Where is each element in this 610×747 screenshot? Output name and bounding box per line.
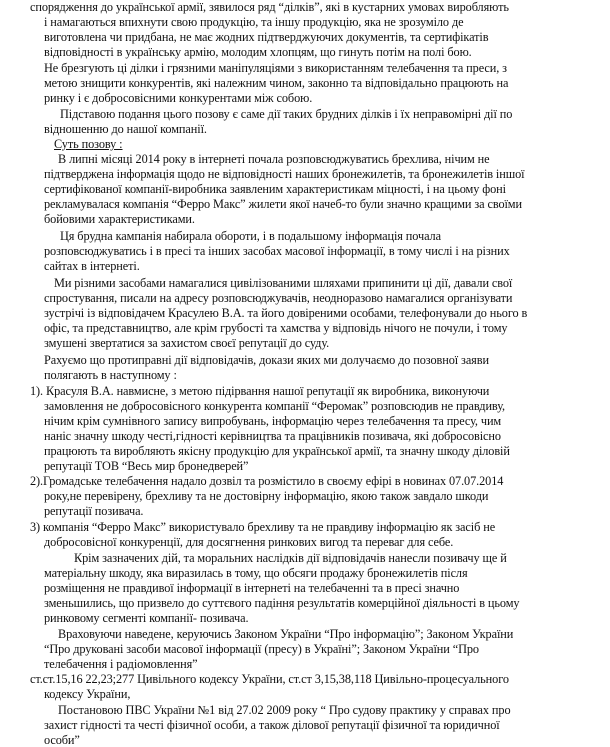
text-line: Підставою подання цього позову є саме дії таких брудних ділків і їх неправомірні дії по xyxy=(60,107,513,121)
text-line: сертифікованої компанії-виробника заявленим характеристикам міцності, і на цьому фоні xyxy=(44,182,506,196)
text-line: 3) компанія “Ферро Макс” використувало брехливу та не правдиву інформацію як засіб не xyxy=(30,520,496,534)
text-line: відношенню до нашої компанії. xyxy=(44,122,207,136)
text-line: полягають в наступному : xyxy=(44,368,177,382)
text-line: кодексу України, xyxy=(44,687,131,701)
text-line: 2).Громадське телебачення надало дозвіл та розмістило в своєму ефірі в новинах 07.07.2014 xyxy=(30,474,504,488)
text-line: нічим крім сумнівного запису випробувань, інформацію через телебачення та пресу, чим xyxy=(44,414,502,428)
text-line: зменьшились, що призвело до суттєвого падіння результатів комерційної діяльності в цьому xyxy=(44,596,520,610)
text-line: матеріальну шкоду, яка виразилась в тому, що обсяги продажу бронежилетів після xyxy=(44,566,468,580)
text-line: наніс значну шкоду честі,гідності керівництва та працівників позивача, які добросовісно xyxy=(44,429,501,443)
text-line: 1). Красуля В.А. навмисне, з метою підірвання нашої репутації як виробника, виконуючи xyxy=(30,384,490,398)
text-line: спростування, писали на адресу розповсюджувачів, неодноразово намагалися організувати xyxy=(44,291,513,305)
text-line: підтверджена інформація щодо не відповідності наших бронежилетів, та бронежилетів іншої xyxy=(44,167,525,181)
text-line: замовлення не добросовісного конкурента компанії “Феромак” розповсюдив не правдиву, xyxy=(44,399,505,413)
text-line: Враховуючи наведене, керуючись Законом України “Про інформацію”; Законом України xyxy=(58,627,514,641)
text-line: року,не перевірену, брехливу та не достовірну інформацію, якою також завдало шкоди xyxy=(44,489,489,503)
text-line: Постановою ПВС України №1 від 27.02 2009 року “ Про судову практику у справах про xyxy=(58,703,511,717)
text-line: “Про друковані засоби масової інформації (пресу) в Україні”; Законом України “Про xyxy=(44,642,479,656)
text-line: виготовлена чи придбана, не має жодних підтверджуючих документів, та сертифікатів xyxy=(44,30,489,44)
text-line: Ми різними засобами намагалися цивілізованими шляхами припинити ці дії, давали свої xyxy=(54,276,513,290)
text-line: спорядження до української армії, зявилося ряд “ділків”, які в кустарних умовах виробляють xyxy=(30,0,509,14)
text-line: ринковому сегменті компанії- позивача. xyxy=(44,611,249,625)
text-line: метою знищити конкурентів, які належним чином, законно та відповідально працюють на xyxy=(44,76,509,90)
text-line: репутації позивача. xyxy=(44,504,144,518)
text-line: В липні місяці 2014 року в інтернеті почала розповсюджуватись брехлива, нічим не xyxy=(58,152,490,166)
text-line: особи” xyxy=(44,733,80,747)
text-line: ринку і є добросовісними конкурентами між собою. xyxy=(44,91,313,105)
text-line: розміщення не правдивої інформації в інтернеті на телебаченні та в пресі значно xyxy=(44,581,460,595)
text-line: змушені звертатися за захистом своєї репутації до суду. xyxy=(44,336,330,350)
text-line: зустрічі із відповідачем Красулею В.А. та його довіреними особами, телефонували до нього в xyxy=(44,306,528,320)
text-line: захист гідності та честі фізичної особи, а також ділової репутації фізичної та юридичної xyxy=(44,718,500,732)
text-line: Ця брудна кампанія набирала обороти, і в подальшому інформація почала xyxy=(60,229,441,243)
text-line: телебачення і радіомовлення” xyxy=(44,657,198,671)
text-line: і намагаються впихнути свою продукцію, та іншу продукцію, яка не зрозуміло де xyxy=(44,15,464,29)
text-line: бойовими характеристиками. xyxy=(44,212,195,226)
text-line: розповсюджуватись і в пресі та інших засобах масової інформації, в тому числі і на різних xyxy=(44,244,510,258)
text-line: сайтах в інтернеті. xyxy=(44,259,140,273)
text-line: Суть позову : xyxy=(54,137,123,151)
text-line: Рахуємо що протиправні дії відповідачів, докази яких ми долучаємо до позовної заяви xyxy=(44,353,489,367)
text-line: Не брезгують ці ділки і грязними маніпуляціями з використанням телебачення та преси, з xyxy=(44,61,507,75)
text-line: працюють та виробляють якісну продукцію для української армії, та значну шкоду діловій xyxy=(44,444,510,458)
text-line: Крім зазначених дій, та моральних наслідків дії відповідачів нанесли позивачу ще й xyxy=(74,551,507,565)
text-line: ст.ст.15,16 22,23;277 Цивільного кодексу України, ст.ст 3,15,38,118 Цивільно-процесуального xyxy=(30,672,509,686)
text-line: офіс, та представництво, але крім грубості та хамства у відповідь нічого не почули, і тому xyxy=(44,321,508,335)
text-line: відповідності в українську армію, молодим хлопцям, що гинуть потім на полі бою. xyxy=(44,45,472,59)
text-line: добросовісної конкуренції, для досягнення ринкових вигод та переваг для себе. xyxy=(44,535,454,549)
text-line: рекламувалася компанія “Ферро Макс” жилети якої начеб-то були значно кращими за своїми xyxy=(44,197,522,211)
text-line: репутації ТОВ “Весь мир бронедверей” xyxy=(44,459,249,473)
